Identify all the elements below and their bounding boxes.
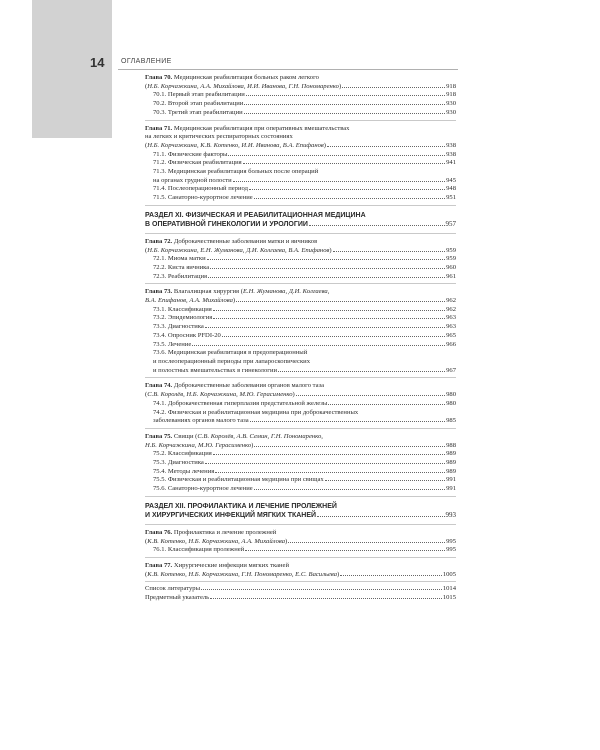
chapter-label: Глава 72. <box>145 237 173 245</box>
chapter-label: Глава 74. <box>145 382 173 390</box>
section-title-cont: И ХИРУРГИЧЕСКИХ ИНФЕКЦИЙ МЯГКИХ ТКАНЕЙ <box>145 512 317 520</box>
page-ref: 918 <box>446 82 456 90</box>
toc-section-11 <box>145 206 456 234</box>
page-ref: 995 <box>446 537 456 545</box>
chapter-authors: Е.Н. Жуманова, Д.И. Колгаева, <box>242 288 330 296</box>
page-ref: 957 <box>445 220 456 229</box>
toc-entry: 71.1. Физические факторы 938 <box>153 150 456 158</box>
toc-entry: 71.5. Санаторно-курортное лечение 951 <box>153 194 456 202</box>
toc-chapter-74: Глава 74. Доброкачественные заболевания органов малого таза ( С.В. Королёв, Н.Б. Корчажкина, М.Ю. Герасименко ) 980 74.1. Доброкачественная гиперплазия предстательной железы 980 74.2. Физическая и реабилитационная медицина при доброкачественных заболеваниях органов малого таза 985 <box>145 378 456 429</box>
toc-entry: 73.5. Лечение 966 <box>153 340 456 348</box>
page-ref: 962 <box>446 297 456 305</box>
chapter-authors: С.В. Королёв, Н.Б. Корчажкина, М.Ю. Герасименко <box>147 391 293 399</box>
page-ref: 938 <box>446 141 456 149</box>
chapter-label: Глава 75. <box>145 432 173 440</box>
chapter-authors: К.В. Котенко, Н.Б. Корчажкина, Г.Н. Пономаренко, Е.С. Васильева <box>147 570 338 578</box>
section-title-cont: В ОПЕРАТИВНОЙ ГИНЕКОЛОГИИ И УРОЛОГИИ <box>145 221 308 229</box>
toc-entry: 75.3. Диагностика 989 <box>153 459 456 467</box>
toc-entry: 75.6. Санаторно-курортное лечение 991 <box>153 485 456 493</box>
chapter-authors: Н.Б. Корчажкина, К.В. Котенко, И.И. Иванова, В.А. Епифанов <box>147 141 324 149</box>
toc-entry: 71.3. Медицинская реабилитация больных после операций <box>153 168 319 176</box>
chapter-authors-cont: В.А. Епифанов, А.А. Михайлова <box>145 297 233 305</box>
table-of-contents <box>145 70 456 603</box>
page-ref: 959 <box>446 246 456 254</box>
page-number: 14 <box>90 55 105 70</box>
chapter-authors: К.В. Котенко, Н.Б. Корчажкина, А.А. Михайлова <box>147 537 286 545</box>
chapter-title: Профилактика и лечение пролежней <box>173 528 277 536</box>
toc-entry: 73.1. Классификация 962 <box>153 305 456 313</box>
toc-chapter-73: Глава 73. Влагалищная хирургия (Е.Н. Жуманова, Д.И. Колгаева, В.А. Епифанов, А.А. Михайлова ) 962 73.1. Классификация 962 73.2. Эпидемиология 963 73.3. Диагностика 963 73.4. Опросник PFDI-20 965 73.5. Лечение 966 73.6. Медицинская реабилитация в предоперационный и послеоперационный периоды при лапароскопических и полостных вмешательствах в гинекологии 967 <box>145 284 456 378</box>
toc-chapter-72: Глава 72. Доброкачественные заболевания матки и яичников ( Н.Б. Корчажкина, Е.Н. Жуманова, Д.И. Колгаева, В.А. Епифанов ) 959 72.1. Миома матки 959 72.2. Киста яичника 960 72.3. Реабилитация 961 <box>145 234 456 285</box>
section-title: РАЗДЕЛ XI. ФИЗИЧЕСКАЯ И РЕАБИЛИТАЦИОННАЯ МЕДИЦИНА <box>145 211 366 219</box>
toc-entry: 76.1. Классификация пролежней 995 <box>153 546 456 554</box>
toc-entry-cont: заболеваниях органов малого таза 985 <box>153 417 456 425</box>
toc-entry: 73.2. Эпидемиология 963 <box>153 314 456 322</box>
toc-chapter-71: Глава 71. Медицинская реабилитация при оперативных вмешательствах на легких и критических респираторных состояниях ( Н.Б. Корчажкина, К.В. Котенко, И.И. Иванова, В.А. Епифанов ) 938 71.1. Физические факторы 938 71.2. Физическая реабилитация 941 71.3. Медицинская реабилитация больных после операций на органах грудной полости 945 71.4. Послеоперационный период 948 71.5. Санаторно-курортное лечение 951 <box>145 121 456 206</box>
toc-entry-index: Предметный указатель 1015 <box>145 594 456 602</box>
toc-chapter-75: Глава 75. Свищи (С.В. Королёв, А.В. Семин, Г.Н. Пономаренко, Н.Б. Корчажкина, М.Ю. Герасименко ) 988 75.2. Классификация 989 75.3. Диагностика 989 75.4. Методы лечения 989 75.5. Физическая и реабилитационная медицина при свищах 991 75.6. Санаторно-курортное лечение 991 <box>145 429 456 497</box>
chapter-title: Доброкачественные заболевания матки и яичников <box>173 237 318 245</box>
toc-entry-cont: и послеоперационный периоды при лапароскопических <box>153 357 310 365</box>
chapter-label: Глава 71. <box>145 124 173 132</box>
toc-entry-cont: и полостных вмешательствах в гинекологии 967 <box>153 366 456 374</box>
chapter-label: Глава 77. <box>145 561 173 569</box>
toc-entry-cont: на органах грудной полости 945 <box>153 176 456 184</box>
toc-entry: 75.5. Физическая и реабилитационная медицина при свищах 991 <box>153 476 456 484</box>
chapter-authors: С.В. Королёв, А.В. Семин, Г.Н. Пономаренко, <box>197 432 323 440</box>
toc-entry: 73.4. Опросник PFDI-20 965 <box>153 331 456 339</box>
toc-end-matter <box>145 582 456 602</box>
page-ref: 1005 <box>442 570 456 578</box>
chapter-title: Влагалищная хирургия <box>173 288 240 296</box>
toc-entry: 71.2. Физическая реабилитация 941 <box>153 159 456 167</box>
toc-chapter-76: Глава 76. Профилактика и лечение пролежней ( К.В. Котенко, Н.Б. Корчажкина, А.А. Михайлова ) 995 76.1. Классификация пролежней 995 <box>145 525 456 558</box>
toc-entry: 74.2. Физическая и реабилитационная медицина при доброкачественных <box>153 408 359 416</box>
toc-entry: 70.2. Второй этап реабилитации 930 <box>153 100 456 108</box>
page-ref: 980 <box>446 391 456 399</box>
toc-chapter-70: Глава 70. Медицинская реабилитация больных раком легкого ( Н.Б. Корчажкина, А.А. Михайлова, И.И. Иванова, Г.Н. Пономаренко ) 918 70.1. Первый этап реабилитации 918 70.2. Второй этап реабилитации 930 70.3. Третий этап реабилитации 930 <box>145 70 456 121</box>
chapter-title-cont: на легких и критических респираторных состояниях <box>145 133 293 141</box>
page-ref: 988 <box>446 441 456 449</box>
chapter-authors: Н.Б. Корчажкина, А.А. Михайлова, И.И. Иванова, Г.Н. Пономаренко <box>147 82 339 90</box>
chapter-title: Медицинская реабилитация больных раком легкого <box>173 74 319 81</box>
toc-entry: 72.1. Миома матки 959 <box>153 255 456 263</box>
chapter-title: Хирургические инфекции мягких тканей <box>173 561 290 569</box>
chapter-authors: Н.Б. Корчажкина, Е.Н. Жуманова, Д.И. Колгаева, В.А. Епифанов <box>147 246 330 254</box>
toc-entry: 72.3. Реабилитация 961 <box>153 272 456 280</box>
page-ref: 993 <box>445 511 456 520</box>
chapter-title: Доброкачественные заболевания органов малого таза <box>173 382 325 390</box>
toc-entry: 74.1. Доброкачественная гиперплазия предстательной железы 980 <box>153 399 456 407</box>
chapter-label: Глава 73. <box>145 288 173 296</box>
toc-entry: 71.4. Послеоперационный период 948 <box>153 185 456 193</box>
toc-section-12 <box>145 497 456 525</box>
chapter-title: Свищи <box>173 432 194 440</box>
toc-entry: 75.4. Методы лечения 989 <box>153 467 456 475</box>
chapter-label: Глава 76. <box>145 528 173 536</box>
running-head: ОГЛАВЛЕНИЕ <box>121 58 172 65</box>
chapter-authors-cont: Н.Б. Корчажкина, М.Ю. Герасименко <box>145 441 252 449</box>
chapter-title: Медицинская реабилитация при оперативных вмешательствах <box>173 124 350 132</box>
toc-entry: 70.3. Третий этап реабилитации 930 <box>153 108 456 116</box>
toc-entry: 72.2. Киста яичника 960 <box>153 263 456 271</box>
toc-entry: 75.2. Классификация 989 <box>153 450 456 458</box>
section-title: РАЗДЕЛ XII. ПРОФИЛАКТИКА И ЛЕЧЕНИЕ ПРОЛЕЖНЕЙ <box>145 502 337 510</box>
toc-entry-references: Список литературы 1014 <box>145 585 456 593</box>
toc-entry: 73.3. Диагностика 963 <box>153 323 456 331</box>
toc-chapter-77: Глава 77. Хирургические инфекции мягких тканей ( К.В. Котенко, Н.Б. Корчажкина, Г.Н. Пономаренко, Е.С. Васильева ) 1005 <box>145 558 456 582</box>
chapter-label: Глава 70. <box>145 74 173 81</box>
toc-entry: 73.6. Медицинская реабилитация в предоперационный <box>153 349 308 357</box>
toc-entry: 70.1. Первый этап реабилитации 918 <box>153 91 456 99</box>
